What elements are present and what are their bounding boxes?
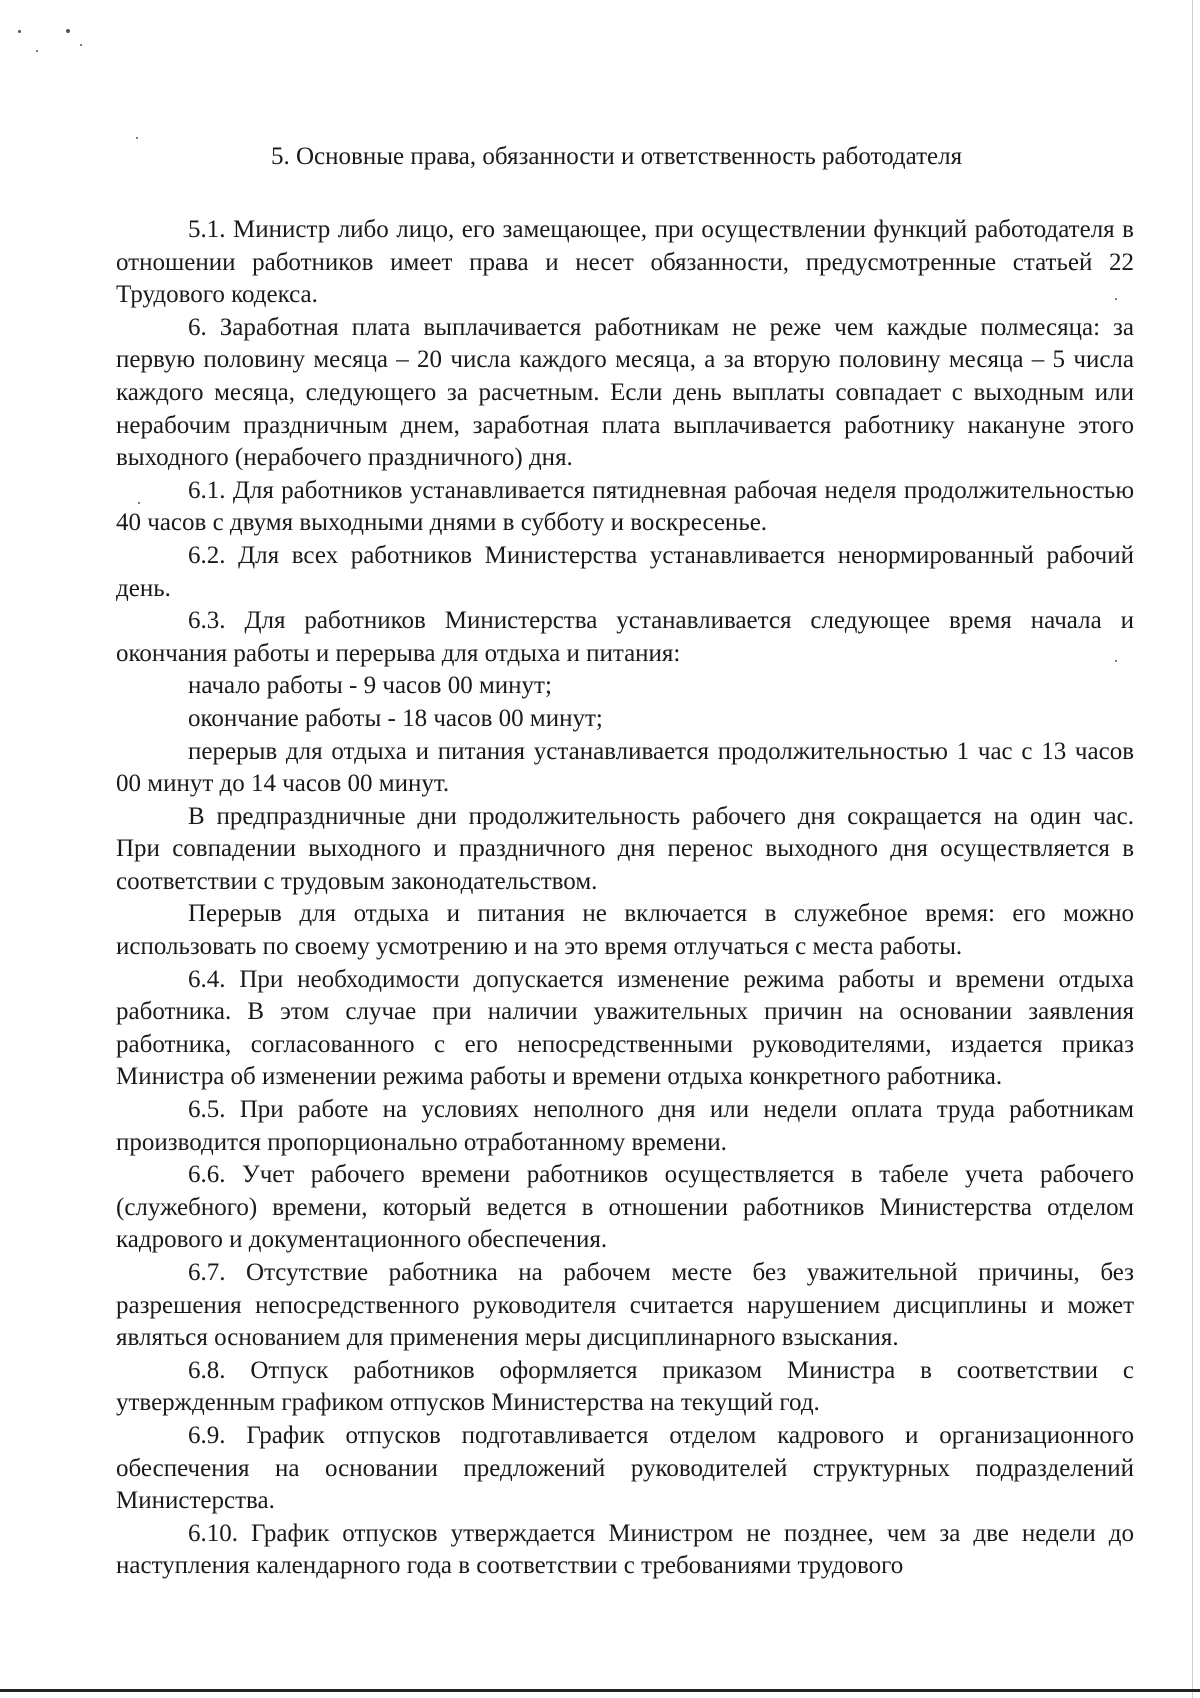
- paragraph-break-usage: Перерыв для отдыха и питания не включается в служебное время: его можно использовать по своему усмотрению и на это время отлучаться с места работы.: [116, 900, 1134, 961]
- scan-edge-line: [1192, 0, 1193, 1698]
- paragraph-6-1: 6.1. Для работников устанавливается пятидневная рабочая неделя продолжительностью 40 часов с двумя выходными днями в субботу и воскресенье.: [116, 476, 1134, 537]
- scan-speck: [18, 30, 21, 33]
- paragraph-6: 6. Заработная плата выплачивается работникам не реже чем каждые полмесяца: за первую половину месяца – 20 числа каждого месяца, а за вторую половину месяца – 5 числа каждого месяца, следующего за расчетным. Если день выплаты совпадает с выходным или нерабочим праздничным днем, заработная плата выплачивается работнику накануне этого выходного (нерабочего праздничного) дня.: [116, 313, 1134, 472]
- scan-speck: [36, 50, 38, 52]
- paragraph-6-7: 6.7. Отсутствие работника на рабочем месте без уважительной причины, без разрешения непосредственного руководителя считается нарушением дисциплины и может являться основанием для применения меры дисциплинарного взыскания.: [116, 1259, 1134, 1352]
- scan-speck: [66, 29, 70, 33]
- paragraph-6-3: 6.3. Для работников Министерства устанавливается следующее время начала и окончания работы и перерыва для отдыха и питания:: [116, 607, 1134, 667]
- paragraph-5-1: 5.1. Министр либо лицо, его замещающее, при осуществлении функций работодателя в отношении работников имеет права и несет обязанности, предусмотренные статьей 22 Трудового кодекса.: [116, 216, 1134, 309]
- paragraph-break-time: перерыв для отдыха и питания устанавливается продолжительностью 1 час с 13 часов 00 минут до 14 часов 00 минут.: [116, 737, 1134, 798]
- schedule-start-line: начало работы - 9 часов 00 минут;: [188, 672, 552, 700]
- document-page: [116, 140, 1134, 1583]
- paragraph-6-4: 6.4. При необходимости допускается изменение режима работы и времени отдыха работника. В этом случае при наличии уважительных причин на основании заявления работника, согласованного с его непосредственными руководителями, издается приказ Министра об изменении режима работы и времени отдыха конкретного работника.: [116, 965, 1134, 1091]
- paragraph-6-10: 6.10. График отпусков утверждается Министром не позднее, чем за две недели до наступления календарного года в соответствии с требованиями трудового: [116, 1519, 1134, 1580]
- scan-speck: [80, 44, 82, 46]
- paragraph-6-2: 6.2. Для всех работников Министерства устанавливается ненормированный рабочий день.: [116, 541, 1134, 602]
- schedule-end-line: окончание работы - 18 часов 00 минут;: [188, 704, 603, 732]
- scan-bottom-edge: [0, 1689, 1200, 1692]
- paragraph-6-6: 6.6. Учет рабочего времени работников осуществляется в табеле учета рабочего (служебного) времени, который ведется в отношении работников Министерства отделом кадрового и документационного обеспечения.: [116, 1161, 1134, 1254]
- scan-speck: [136, 137, 138, 139]
- paragraph-pre-holiday: В предпраздничные дни продолжительность рабочего дня сокращается на один час. При совпадении выходного и праздничного дня перенос выходного дня осуществляется в соответствии с трудовым законодательством.: [116, 802, 1134, 895]
- section-heading: 5. Основные права, обязанности и ответственность работодателя: [271, 143, 963, 170]
- paragraph-6-8: 6.8. Отпуск работников оформляется приказом Министра в соответствии с утвержденным графиком отпусков Министерства на текущий год.: [116, 1356, 1134, 1417]
- paragraph-6-9: 6.9. График отпусков подготавливается отделом кадрового и организационного обеспечения на основании предложений руководителей структурных подразделений Министерства.: [116, 1421, 1134, 1515]
- paragraph-6-5: 6.5. При работе на условиях неполного дня или недели оплата труда работникам производится пропорционально отработанному времени.: [116, 1096, 1134, 1156]
